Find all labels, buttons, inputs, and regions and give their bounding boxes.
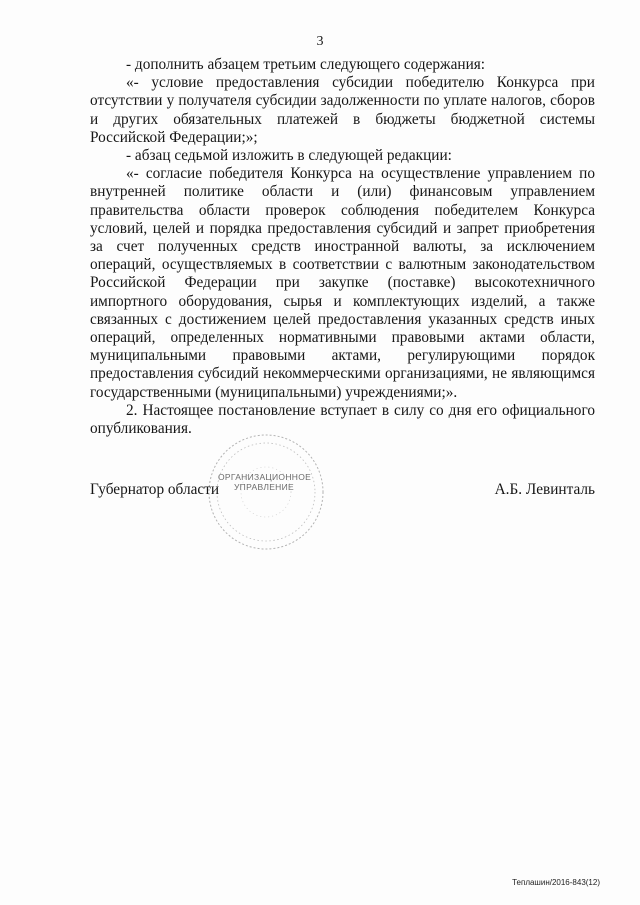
signatory-title: Губернатор области xyxy=(90,481,220,498)
stamp-seal xyxy=(204,430,328,554)
signatory-name: А.Б. Левинталь xyxy=(494,481,595,498)
paragraph: 2. Настоящее постановление вступает в силу со дня его официального опубликования. xyxy=(90,401,595,438)
paragraph: - абзац седьмой изложить в следующей редакции: xyxy=(126,147,452,165)
paragraph: - дополнить абзацем третьим следующего содержания: xyxy=(126,56,486,73)
document-reference: Теплашин/2016-843(12) xyxy=(512,878,600,887)
stamp-text: ОРГАНИЗАЦИОННОЕ УПРАВЛЕНИЕ xyxy=(218,472,312,492)
page-number: 3 xyxy=(316,34,324,49)
paragraph: «- условие предоставления субсидии победителю Конкурса при отсутствии у получателя субсидии задолженности по уплате налогов, сборов и других обязательных платежей в бюджеты бюджетной системы Российской Федерации;»; xyxy=(90,74,595,146)
paragraph: «- согласие победителя Конкурса на осуществление управлением по внутренней политике области и (или) финансовым управлением правительства области проверок соблюдения победителем Конкурса условий, целей и порядка предоставления субсидий и запрет приобретения за счет полученных средств иностранной валюты, за исключением операций, осуществляемых в соответствии с валютным законодательством Российской Федерации при закупке (поставке) высокотехничного импортного оборудования, сырья и комплектующих изделий, а также связанных с достижением целей предоставления указанных средств иных операций, определенных нормативными правовыми актами области, муниципальными правовыми актами, регулирующими порядок предоставления субсидий некоммерческими организациями, не являющимся государственными (муниципальными) учреждениями;». xyxy=(90,165,595,401)
body-text xyxy=(90,56,595,438)
